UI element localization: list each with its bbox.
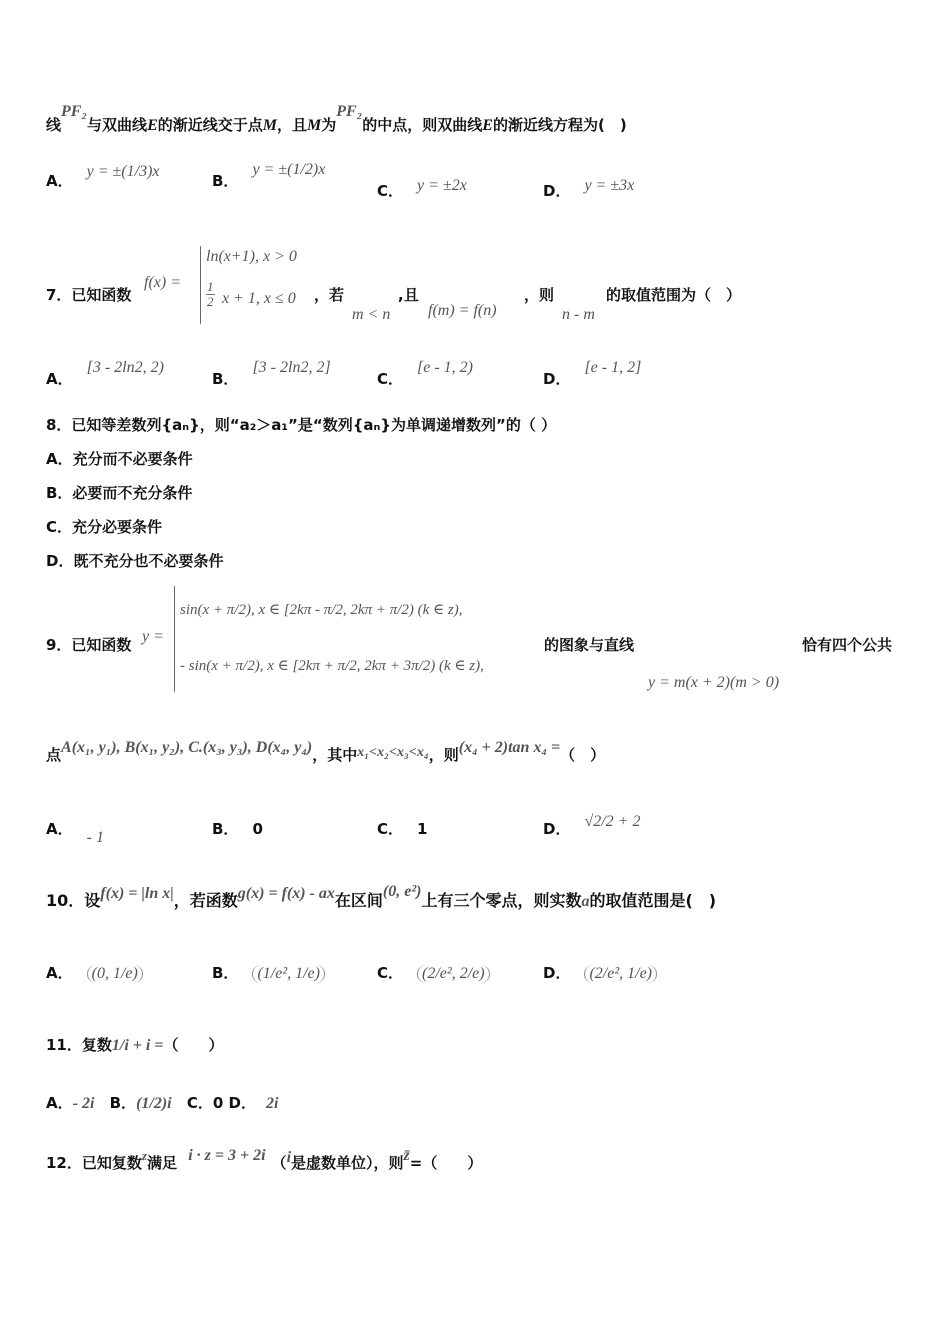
q12-stem: 12．已知复数z满足 i · z = 3 + 2i （i是虚数单位），则z̄=（ ） [46,1147,483,1172]
q9-option-c[interactable]: C． 1 [377,820,428,838]
q7-number: 7．已知函数 [46,286,132,304]
q10-option-d[interactable]: D． (2/e², 1/e) [543,962,657,983]
q9-points: A(x₁, y₁), B(x₁, y₂), C.(x₃, y₃), D(x₄, y₄) [61,739,313,756]
q9-tail: 恰有四个公共 [802,636,893,654]
q7-fx: f(x) = [144,274,181,291]
q6-option-d[interactable]: D． y = ±3x [543,177,635,200]
q7-fmfn: f(m) = f(n) [428,302,497,319]
q9-brace [174,586,175,692]
q7-mn: m < n [352,306,391,323]
q11-stem: 11．复数1/i + i =（ ） [46,1036,224,1054]
q9-case1: sin(x + π/2), x ∈ [2kπ - π/2, 2kπ + π/2) (k ∈ z), [180,602,463,618]
q8-option-a[interactable]: A．充分而不必要条件 [46,450,193,468]
q8-stem: 8．已知等差数列{aₙ}，则“a₂＞a₁”是“数列{aₙ}为单调递增数列”的（ ） [46,416,557,434]
q7-option-a[interactable]: A．[3 - 2ln2, 2) [46,359,164,388]
q9-case2: - sin(x + π/2), x ∈ [2kπ + π/2, 2kπ + 3π/2) (k ∈ z), [180,658,484,674]
q7-case2: x + 1, x ≤ 0 [222,290,296,307]
q9-option-a[interactable]: A． - 1 [46,820,104,846]
q6-option-a[interactable]: A．y = ±(1/3)x [46,163,160,190]
q10-option-b[interactable]: B． (1/e², 1/e) [212,962,325,983]
q11-option-a[interactable]: A．- 2i [46,1094,95,1112]
q11-options [46,1092,278,1113]
q8-option-d[interactable]: D．既不充分也不必要条件 [46,552,224,570]
q6-option-c[interactable]: C． y = ±2x [377,177,467,200]
q9-line: y = m(x + 2)(m > 0) [648,674,780,691]
q8-option-b[interactable]: B．必要而不充分条件 [46,484,193,502]
q11-option-b[interactable]: B．(1/2)i [109,1094,172,1112]
q7-ze: ，则 [524,286,555,304]
q10-option-a[interactable]: A． (0, 1/e) [46,962,143,983]
q11-option-d[interactable]: D． 2i [228,1094,279,1112]
q9-line2: 点A(x₁, y₁), B(x₁, y₂), C.(x₃, y₃), D(x₄, y₄)，其中x₁<x₂<x₃<x₄，则(x₄ + 2)tan x₄ =（ ） [46,739,606,764]
q11-option-c[interactable]: C．0 [186,1094,224,1112]
q10-option-c[interactable]: C． (2/e², 2/e) [377,962,490,983]
q9-mid: 的图象与直线 [544,636,635,654]
q10-stem: 10．设f(x) = |ln x|，若函数g(x) = f(x) - ax在区间(0, e²)上有三个零点，则实数a的取值范围是( ) [46,883,717,910]
q6-option-b[interactable]: B．y = ±(1/2)x [212,161,326,190]
q9-number: 9．已知函数 [46,636,132,654]
q9-option-d[interactable]: D． √2/2 + 2 [543,813,641,838]
q6-stem: 线PF₂与双曲线E的渐近线交于点M，且M为PF₂的中点，则双曲线E的渐近线方程为( ) [46,103,627,134]
q7-qie: ,且 [398,286,419,304]
q9-option-b[interactable]: B． 0 [212,820,263,838]
q8-option-c[interactable]: C．充分必要条件 [46,518,163,536]
q7-nm: n - m [562,306,595,323]
math-pf2: PF₂ [61,103,88,120]
q7-case2-frac: $\frac{1}{2}$ [207,279,214,309]
q9-y: y = [142,628,164,645]
q7-tail: 的取值范围为（ ） [606,286,742,304]
q7-option-b[interactable]: B．[3 - 2ln2, 2] [212,359,331,388]
q7-case1: ln(x+1), x > 0 [206,248,297,265]
q7-brace [200,246,201,324]
q7-ruo: ，若 [314,286,345,304]
q7-option-d[interactable]: D．[e - 1, 2] [543,359,642,388]
q7-option-c[interactable]: C．[e - 1, 2) [377,359,473,388]
